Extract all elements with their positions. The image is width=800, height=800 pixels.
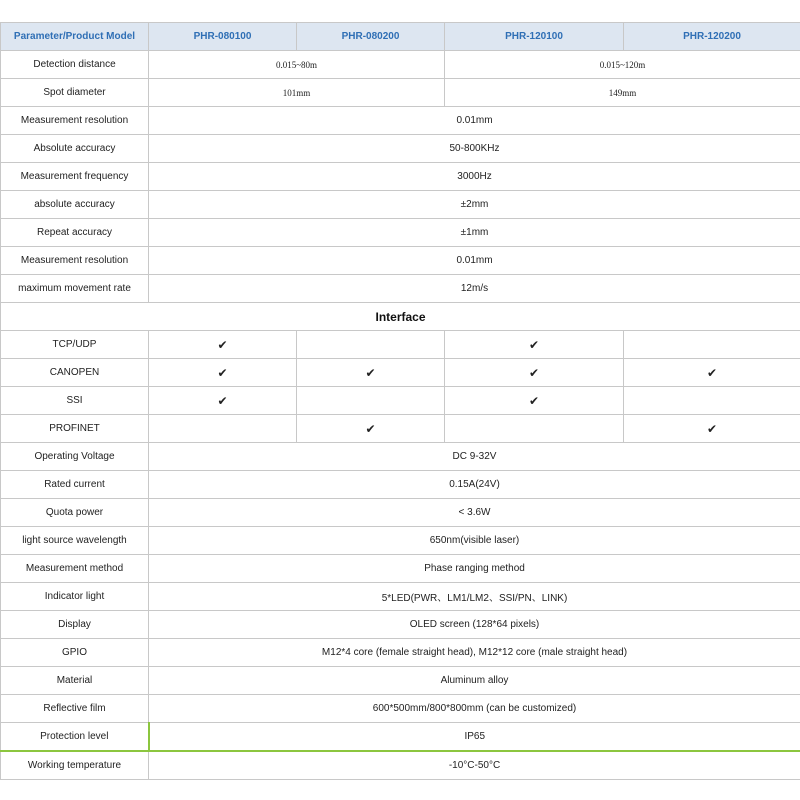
row-value: ±2mm	[149, 191, 800, 219]
header-model-1: PHR-080100	[149, 23, 297, 51]
interface-cell	[624, 387, 800, 415]
interface-cell	[149, 387, 297, 415]
row-value: 3000Hz	[149, 163, 800, 191]
row-value: M12*4 core (female straight head), M12*12 core (male straight head)	[149, 639, 800, 667]
spec-row	[1, 275, 800, 303]
interface-label: PROFINET	[1, 415, 149, 443]
row-value: -10°C-50°C	[149, 751, 800, 780]
row-label: Display	[1, 611, 149, 639]
interface-cell	[445, 415, 624, 443]
spec-row	[1, 135, 800, 163]
row-value: 0.15A(24V)	[149, 471, 800, 499]
row-label: Measurement frequency	[1, 163, 149, 191]
checkmark-icon: ✔	[528, 337, 540, 352]
spec-row	[1, 555, 800, 583]
checkmark-icon: ✔	[217, 337, 228, 352]
interface-title: Interface	[1, 303, 800, 331]
checkmark-icon: ✔	[528, 393, 540, 408]
interface-cell	[149, 415, 297, 443]
row-label: Detection distance	[1, 51, 149, 79]
row-label: light source wavelength	[1, 527, 149, 555]
row-label: Repeat accuracy	[1, 219, 149, 247]
row-value: < 3.6W	[149, 499, 800, 527]
spec-table-body	[1, 23, 800, 780]
interface-cell	[624, 359, 800, 387]
spot-diameter-80: 101mm	[149, 79, 445, 107]
spec-row	[1, 583, 800, 611]
spec-row	[1, 611, 800, 639]
interface-row	[1, 387, 800, 415]
checkmark-icon: ✔	[217, 393, 228, 408]
spec-row	[1, 695, 800, 723]
interface-cell	[149, 331, 297, 359]
spec-row	[1, 499, 800, 527]
interface-cell	[445, 331, 624, 359]
interface-row	[1, 331, 800, 359]
spec-row	[1, 723, 800, 752]
interface-row	[1, 359, 800, 387]
checkmark-icon: ✔	[365, 365, 376, 380]
spot-diameter-row	[1, 79, 800, 107]
spec-row	[1, 471, 800, 499]
header-model-4: PHR-120200	[624, 23, 800, 51]
interface-cell	[149, 359, 297, 387]
interface-cell	[445, 359, 624, 387]
spec-row	[1, 527, 800, 555]
header-parameter: Parameter/Product Model	[1, 23, 149, 51]
row-label: Reflective film	[1, 695, 149, 723]
row-label: Quota power	[1, 499, 149, 527]
checkmark-icon: ✔	[706, 421, 718, 436]
interface-cell	[297, 387, 445, 415]
detection-distance-row	[1, 51, 800, 79]
row-value: 50-800KHz	[149, 135, 800, 163]
row-value: ±1mm	[149, 219, 800, 247]
detection-distance-120: 0.015~120m	[445, 51, 800, 79]
row-label: Measurement resolution	[1, 107, 149, 135]
row-label: Protection level	[1, 723, 149, 752]
row-value: DC 9-32V	[149, 443, 800, 471]
row-label: Measurement method	[1, 555, 149, 583]
interface-label: SSI	[1, 387, 149, 415]
spec-row	[1, 639, 800, 667]
row-label: Measurement resolution	[1, 247, 149, 275]
row-value: OLED screen (128*64 pixels)	[149, 611, 800, 639]
row-label: GPIO	[1, 639, 149, 667]
row-label: Indicator light	[1, 583, 149, 611]
checkmark-icon: ✔	[528, 365, 540, 380]
checkmark-icon: ✔	[217, 365, 228, 380]
detection-distance-80: 0.015~80m	[149, 51, 445, 79]
spec-row	[1, 191, 800, 219]
spec-row	[1, 443, 800, 471]
interface-row	[1, 415, 800, 443]
spot-diameter-120: 149mm	[445, 79, 800, 107]
row-label: maximum movement rate	[1, 275, 149, 303]
row-label: Operating Voltage	[1, 443, 149, 471]
checkmark-icon: ✔	[365, 421, 376, 436]
row-label: Absolute accuracy	[1, 135, 149, 163]
row-label: Working temperature	[1, 751, 149, 780]
interface-cell	[297, 359, 445, 387]
spec-row	[1, 219, 800, 247]
row-value: 0.01mm	[149, 247, 800, 275]
checkmark-icon: ✔	[706, 365, 718, 380]
header-row	[1, 23, 800, 51]
interface-cell	[445, 387, 624, 415]
interface-label: TCP/UDP	[1, 331, 149, 359]
spec-row	[1, 247, 800, 275]
row-value: 650nm(visible laser)	[149, 527, 800, 555]
header-model-3: PHR-120100	[445, 23, 624, 51]
interface-cell	[297, 415, 445, 443]
spec-row	[1, 163, 800, 191]
row-value: 600*500mm/800*800mm (can be customized)	[149, 695, 800, 723]
interface-label: CANOPEN	[1, 359, 149, 387]
row-value: 12m/s	[149, 275, 800, 303]
spec-row	[1, 107, 800, 135]
row-value: Phase ranging method	[149, 555, 800, 583]
interface-cell	[624, 415, 800, 443]
row-label: absolute accuracy	[1, 191, 149, 219]
interface-cell	[297, 331, 445, 359]
row-value: IP65	[149, 723, 800, 752]
row-label: Spot diameter	[1, 79, 149, 107]
row-value: 0.01mm	[149, 107, 800, 135]
row-value: Aluminum alloy	[149, 667, 800, 695]
row-value: 5*LED(PWR、LM1/LM2、SSI/PN、LINK)	[149, 583, 800, 611]
row-label: Rated current	[1, 471, 149, 499]
spec-row	[1, 751, 800, 780]
row-label: Material	[1, 667, 149, 695]
interface-section-row	[1, 303, 800, 331]
interface-cell	[624, 331, 800, 359]
header-model-2: PHR-080200	[297, 23, 445, 51]
spec-table	[0, 22, 800, 780]
spec-row	[1, 667, 800, 695]
